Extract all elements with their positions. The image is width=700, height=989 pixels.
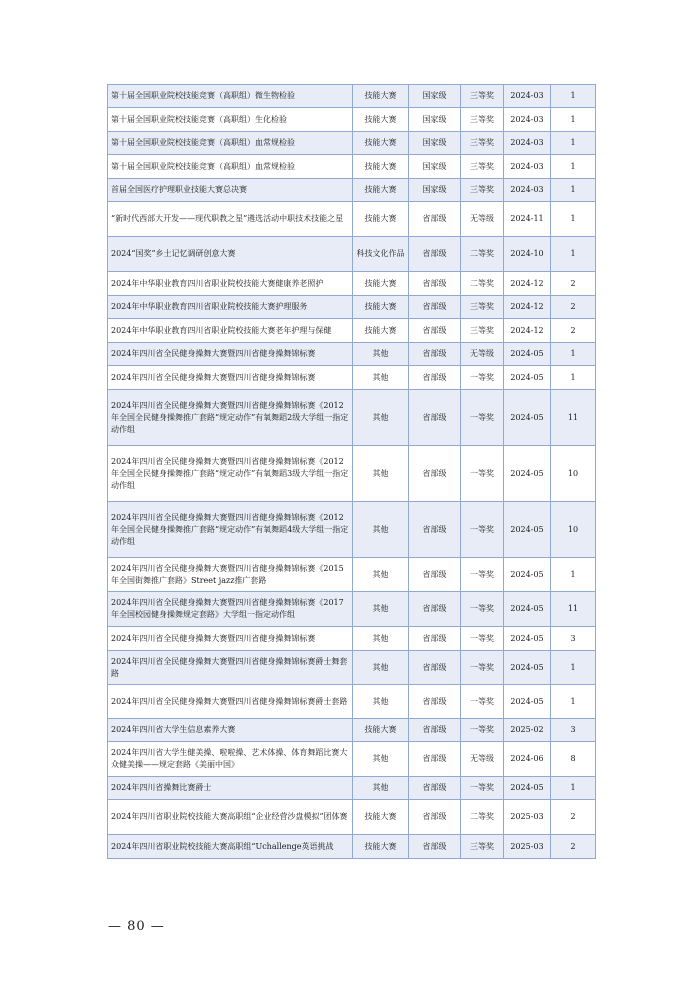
award-type-cell: 其他	[353, 777, 409, 800]
award-grade-cell: 二等奖	[461, 272, 504, 296]
award-date-cell: 2024-12	[504, 296, 551, 319]
table-row	[108, 85, 596, 108]
award-name-cell: “新时代西部大开发——现代职教之星”遴选活动中职技术技能之星	[108, 202, 353, 237]
award-type-cell: 技能大赛	[353, 835, 409, 859]
award-count-cell: 1	[551, 179, 596, 202]
award-name-cell: 2024年四川省全民健身操舞大赛暨四川省健身操舞锦标赛《2017年全国校园健身操舞规定套路》大学组一指定动作组	[108, 592, 353, 627]
award-date-cell: 2024-10	[504, 237, 551, 272]
table-row	[108, 651, 596, 685]
award-date-cell: 2024-05	[504, 558, 551, 592]
award-level-cell: 省部级	[409, 343, 461, 366]
table-row	[108, 155, 596, 179]
award-level-cell: 省部级	[409, 237, 461, 272]
award-count-cell: 3	[551, 719, 596, 742]
table-row	[108, 835, 596, 859]
award-grade-cell: 无等级	[461, 202, 504, 237]
award-level-cell: 省部级	[409, 592, 461, 627]
award-grade-cell: 一等奖	[461, 390, 504, 446]
table-row	[108, 719, 596, 742]
award-count-cell: 1	[551, 558, 596, 592]
award-type-cell: 技能大赛	[353, 179, 409, 202]
award-count-cell: 2	[551, 296, 596, 319]
award-grade-cell: 二等奖	[461, 237, 504, 272]
award-date-cell: 2024-05	[504, 592, 551, 627]
award-grade-cell: 一等奖	[461, 502, 504, 558]
award-date-cell: 2024-05	[504, 685, 551, 719]
award-grade-cell: 一等奖	[461, 446, 504, 502]
table-row	[108, 742, 596, 777]
award-count-cell: 2	[551, 835, 596, 859]
award-level-cell: 国家级	[409, 179, 461, 202]
award-grade-cell: 一等奖	[461, 627, 504, 651]
award-date-cell: 2024-06	[504, 742, 551, 777]
table-row	[108, 202, 596, 237]
award-date-cell: 2024-05	[504, 627, 551, 651]
table-row	[108, 627, 596, 651]
table-row	[108, 502, 596, 558]
award-type-cell: 其他	[353, 343, 409, 366]
award-grade-cell: 无等级	[461, 343, 504, 366]
award-count-cell: 2	[551, 272, 596, 296]
award-name-cell: 首届全国医疗护理职业技能大赛总决赛	[108, 179, 353, 202]
award-grade-cell: 三等奖	[461, 319, 504, 343]
award-date-cell: 2024-05	[504, 446, 551, 502]
award-grade-cell: 三等奖	[461, 132, 504, 155]
awards-table	[107, 84, 596, 859]
award-date-cell: 2025-03	[504, 835, 551, 859]
award-type-cell: 其他	[353, 502, 409, 558]
award-name-cell: 2024年四川省职业院校技能大赛高职组“企业经营沙盘模拟”团体赛	[108, 800, 353, 835]
award-count-cell: 2	[551, 319, 596, 343]
award-grade-cell: 一等奖	[461, 592, 504, 627]
award-type-cell: 技能大赛	[353, 296, 409, 319]
award-type-cell: 其他	[353, 592, 409, 627]
award-name-cell: 2024年中华职业教育四川省职业院校技能大赛老年护理与保健	[108, 319, 353, 343]
award-date-cell: 2024-05	[504, 502, 551, 558]
table-row	[108, 446, 596, 502]
award-type-cell: 技能大赛	[353, 132, 409, 155]
table-row	[108, 237, 596, 272]
award-grade-cell: 三等奖	[461, 296, 504, 319]
award-level-cell: 省部级	[409, 777, 461, 800]
award-date-cell: 2024-12	[504, 272, 551, 296]
award-name-cell: 2024年四川省全民健身操舞大赛暨四川省健身操舞锦标赛《2015年全国街舞推广套路》Street jazz推广套路	[108, 558, 353, 592]
award-type-cell: 技能大赛	[353, 800, 409, 835]
award-grade-cell: 一等奖	[461, 719, 504, 742]
award-name-cell: 2024年中华职业教育四川省职业院校技能大赛健康养老照护	[108, 272, 353, 296]
award-type-cell: 技能大赛	[353, 202, 409, 237]
award-name-cell: 2024年四川省操舞比赛爵士	[108, 777, 353, 800]
table-row	[108, 685, 596, 719]
award-date-cell: 2024-05	[504, 777, 551, 800]
table-row	[108, 132, 596, 155]
award-count-cell: 1	[551, 155, 596, 179]
award-name-cell: 2024年四川省全民健身操舞大赛暨四川省健身操舞锦标赛	[108, 343, 353, 366]
award-name-cell: 2024“国奖”乡土记忆调研创意大赛	[108, 237, 353, 272]
table-row	[108, 558, 596, 592]
award-type-cell: 其他	[353, 685, 409, 719]
award-grade-cell: 一等奖	[461, 777, 504, 800]
award-grade-cell: 一等奖	[461, 558, 504, 592]
award-name-cell: 2024年四川省全民健身操舞大赛暨四川省健身操舞锦标赛	[108, 366, 353, 390]
award-name-cell: 2024年四川省大学生健美操、啦啦操、艺术体操、体育舞蹈比赛大众健美操——规定套路《美丽中国》	[108, 742, 353, 777]
award-level-cell: 省部级	[409, 390, 461, 446]
award-level-cell: 省部级	[409, 446, 461, 502]
award-level-cell: 省部级	[409, 742, 461, 777]
award-name-cell: 2024年四川省全民健身操舞大赛暨四川省健身操舞锦标赛	[108, 627, 353, 651]
awards-table-body	[108, 85, 596, 859]
award-date-cell: 2024-05	[504, 651, 551, 685]
award-level-cell: 国家级	[409, 155, 461, 179]
award-type-cell: 其他	[353, 742, 409, 777]
award-grade-cell: 一等奖	[461, 685, 504, 719]
award-level-cell: 国家级	[409, 85, 461, 108]
award-level-cell: 省部级	[409, 502, 461, 558]
award-type-cell: 技能大赛	[353, 319, 409, 343]
award-date-cell: 2025-02	[504, 719, 551, 742]
award-date-cell: 2024-11	[504, 202, 551, 237]
award-date-cell: 2024-05	[504, 343, 551, 366]
award-date-cell: 2024-03	[504, 85, 551, 108]
award-count-cell: 1	[551, 202, 596, 237]
award-name-cell: 2024年中华职业教育四川省职业院校技能大赛护理服务	[108, 296, 353, 319]
award-name-cell: 2024年四川省全民健身操舞大赛暨四川省健身操舞锦标赛爵士套路	[108, 685, 353, 719]
award-grade-cell: 三等奖	[461, 155, 504, 179]
award-date-cell: 2024-03	[504, 108, 551, 132]
award-level-cell: 省部级	[409, 319, 461, 343]
award-name-cell: 第十届全国职业院校技能竞赛（高职组）微生物检验	[108, 85, 353, 108]
award-name-cell: 第十届全国职业院校技能竞赛（高职组）生化检验	[108, 108, 353, 132]
award-type-cell: 其他	[353, 558, 409, 592]
award-count-cell: 8	[551, 742, 596, 777]
table-row	[108, 343, 596, 366]
award-date-cell: 2024-03	[504, 132, 551, 155]
table-row	[108, 366, 596, 390]
table-row	[108, 800, 596, 835]
award-grade-cell: 三等奖	[461, 179, 504, 202]
award-grade-cell: 三等奖	[461, 108, 504, 132]
award-level-cell: 国家级	[409, 108, 461, 132]
award-type-cell: 其他	[353, 627, 409, 651]
award-count-cell: 1	[551, 366, 596, 390]
award-count-cell: 10	[551, 446, 596, 502]
award-count-cell: 1	[551, 685, 596, 719]
table-row	[108, 319, 596, 343]
table-row	[108, 179, 596, 202]
award-type-cell: 技能大赛	[353, 155, 409, 179]
award-name-cell: 2024年四川省全民健身操舞大赛暨四川省健身操舞锦标赛《2012年全国全民健身操舞推广套路“规定动作”有氧舞蹈3级大学组一指定动作组	[108, 446, 353, 502]
award-level-cell: 省部级	[409, 627, 461, 651]
award-date-cell: 2024-05	[504, 390, 551, 446]
award-type-cell: 其他	[353, 390, 409, 446]
award-grade-cell: 二等奖	[461, 800, 504, 835]
award-type-cell: 其他	[353, 446, 409, 502]
award-name-cell: 2024年四川省全民健身操舞大赛暨四川省健身操舞锦标赛《2012年全国全民健身操舞推广套路“规定动作”有氧舞蹈2级大学组一指定动作组	[108, 390, 353, 446]
page-number: — 80 —	[108, 919, 165, 934]
award-name-cell: 2024年四川省全民健身操舞大赛暨四川省健身操舞锦标赛爵士舞套路	[108, 651, 353, 685]
award-type-cell: 技能大赛	[353, 108, 409, 132]
award-count-cell: 1	[551, 108, 596, 132]
table-row	[108, 108, 596, 132]
award-count-cell: 1	[551, 651, 596, 685]
award-type-cell: 其他	[353, 651, 409, 685]
award-grade-cell: 一等奖	[461, 366, 504, 390]
award-level-cell: 省部级	[409, 685, 461, 719]
award-date-cell: 2024-03	[504, 179, 551, 202]
table-row	[108, 390, 596, 446]
award-type-cell: 技能大赛	[353, 272, 409, 296]
award-count-cell: 1	[551, 777, 596, 800]
award-level-cell: 省部级	[409, 558, 461, 592]
award-count-cell: 10	[551, 502, 596, 558]
award-type-cell: 技能大赛	[353, 719, 409, 742]
award-count-cell: 1	[551, 343, 596, 366]
award-level-cell: 省部级	[409, 202, 461, 237]
award-level-cell: 省部级	[409, 835, 461, 859]
award-name-cell: 2024年四川省大学生信息素养大赛	[108, 719, 353, 742]
award-level-cell: 省部级	[409, 800, 461, 835]
award-date-cell: 2025-03	[504, 800, 551, 835]
award-level-cell: 省部级	[409, 719, 461, 742]
table-row	[108, 272, 596, 296]
award-grade-cell: 三等奖	[461, 85, 504, 108]
award-count-cell: 11	[551, 592, 596, 627]
award-count-cell: 2	[551, 800, 596, 835]
award-date-cell: 2024-03	[504, 155, 551, 179]
award-name-cell: 第十届全国职业院校技能竞赛（高职组）血常规检验	[108, 155, 353, 179]
award-name-cell: 第十届全国职业院校技能竞赛（高职组）血常规检验	[108, 132, 353, 155]
award-count-cell: 3	[551, 627, 596, 651]
table-row	[108, 777, 596, 800]
award-date-cell: 2024-12	[504, 319, 551, 343]
award-date-cell: 2024-05	[504, 366, 551, 390]
award-count-cell: 1	[551, 132, 596, 155]
award-type-cell: 其他	[353, 366, 409, 390]
award-count-cell: 1	[551, 85, 596, 108]
award-level-cell: 省部级	[409, 366, 461, 390]
award-level-cell: 国家级	[409, 132, 461, 155]
table-row	[108, 592, 596, 627]
award-name-cell: 2024年四川省全民健身操舞大赛暨四川省健身操舞锦标赛《2012年全国全民健身操舞推广套路“规定动作”有氧舞蹈4级大学组一指定动作组	[108, 502, 353, 558]
award-type-cell: 技能大赛	[353, 85, 409, 108]
award-grade-cell: 一等奖	[461, 651, 504, 685]
award-count-cell: 11	[551, 390, 596, 446]
award-level-cell: 省部级	[409, 296, 461, 319]
award-level-cell: 省部级	[409, 272, 461, 296]
table-row	[108, 296, 596, 319]
award-count-cell: 1	[551, 237, 596, 272]
award-level-cell: 省部级	[409, 651, 461, 685]
award-grade-cell: 无等级	[461, 742, 504, 777]
award-grade-cell: 三等奖	[461, 835, 504, 859]
award-type-cell: 科技文化作品	[353, 237, 409, 272]
award-name-cell: 2024年四川省职业院校技能大赛高职组“Uchallenge英语挑战	[108, 835, 353, 859]
